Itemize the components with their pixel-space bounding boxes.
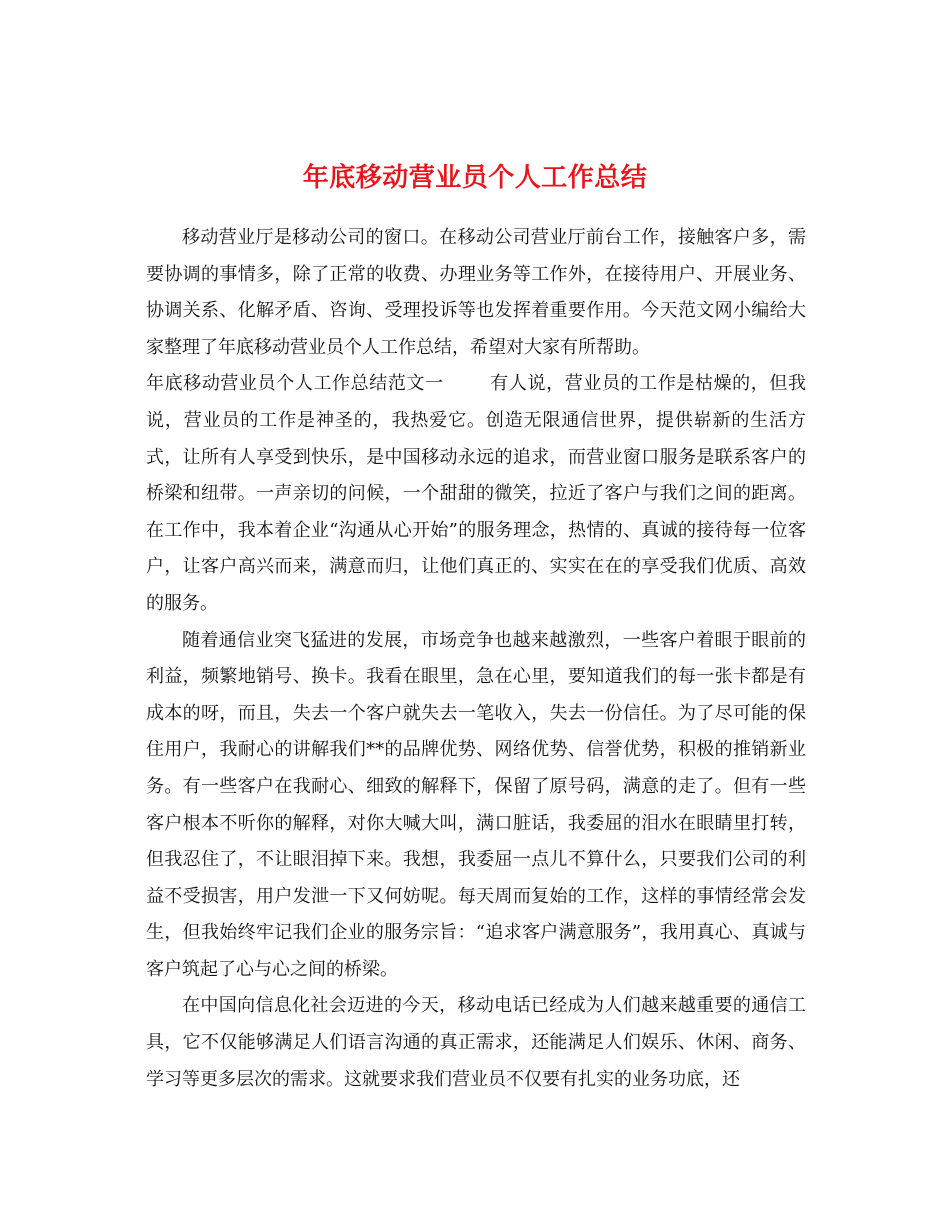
- page-title: 年底移动营业员个人工作总结: [302, 163, 648, 194]
- sample-heading: 年底移动营业员个人工作总结范文一: [146, 373, 444, 395]
- paragraph-informatization: 在中国向信息化社会迈进的今天，移动电话已经成为人们越来越重要的通信工具，它不仅能够满足人们语言沟通的真正需求，还能满足人们娱乐、休闲、商务、学习等更多层次的需求。这就要求我们营业员不仅要有扎实的业务功底，还: [146, 995, 806, 1090]
- paragraph-sample-one: [146, 366, 806, 622]
- document-body: [146, 220, 806, 1098]
- sample-one-text: 有人说，营业员的工作是枯燥的，但我说，营业员的工作是神圣的，我热爱它。创造无限通信世界，提供崭新的生活方式，让所有人享受到快乐，是中国移动永远的追求，而营业窗口服务是联系客户的桥梁和纽带。一声亲切的问候，一个甜甜的微笑，拉近了客户与我们之间的距离。在工作中，我本着企业“沟通从心开始”的服务理念，热情的、真诚的接待每一位客户，让客户高兴而来，满意而归，让他们真正的、实实在在的享受我们优质、高效的服务。: [146, 373, 807, 614]
- paragraph-competition: 随着通信业突飞猛进的发展，市场竞争也越来越激烈，一些客户着眼于眼前的利益，频繁地销号、换卡。我看在眼里，急在心里，要知道我们的每一张卡都是有成本的呀，而且，失去一个客户就失去一笔收入，失去一份信任。为了尽可能的保住用户，我耐心的讲解我们**的品牌优势、网络优势、信誉优势，积极的推销新业务。有一些客户在我耐心、细致的解释下，保留了原号码，满意的走了。但有一些客户根本不听你的解释，对你大喊大叫，满口脏话，我委屈的泪水在眼睛里打转，但我忍住了，不让眼泪掉下来。我想，我委屈一点儿不算什么，只要我们公司的利益不受损害，用户发泄一下又何妨呢。每天周而复始的工作，这样的事情经常会发生，但我始终牢记我们企业的服务宗旨：“追求客户满意服务”，我用真心、真诚与客户筑起了心与心之间的桥梁。: [146, 629, 806, 980]
- paragraph-intro: 移动营业厅是移动公司的窗口。在移动公司营业厅前台工作，接触客户多，需要协调的事情多，除了正常的收费、办理业务等工作外，在接待用户、开展业务、协调关系、化解矛盾、咨询、受理投诉等也发挥着重要作用。今天范文网小编给大家整理了年底移动营业员个人工作总结，希望对大家有所帮助。: [146, 227, 806, 358]
